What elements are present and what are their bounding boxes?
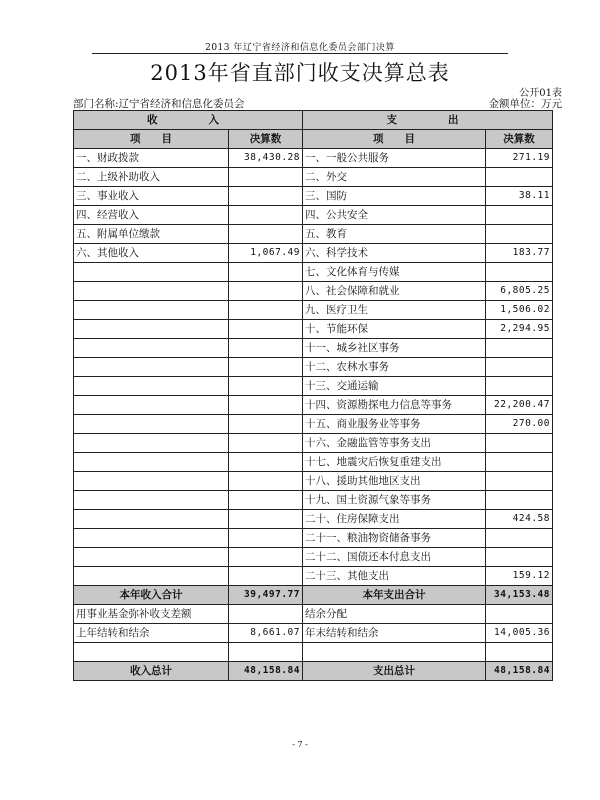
income-item-cell <box>74 282 229 301</box>
income-amount-cell <box>229 339 303 358</box>
expense-item-cell: 二十三、其他支出 <box>303 567 486 586</box>
table-row <box>74 358 553 377</box>
empty-cell <box>303 643 486 662</box>
expense-amount-cell <box>486 491 553 510</box>
table-row <box>74 548 553 567</box>
income-amount-cell <box>229 396 303 415</box>
table-row <box>74 415 553 434</box>
table-row <box>74 453 553 472</box>
table-body <box>74 111 553 681</box>
expense-item-cell: 一、一般公共服务 <box>303 149 486 168</box>
expense-amount-cell <box>486 529 553 548</box>
income-category: 收 入 <box>74 111 303 130</box>
expense-item-cell: 九、医疗卫生 <box>303 301 486 320</box>
income-item-cell: 五、附属单位缴款 <box>74 225 229 244</box>
income-item-cell: 本年收入合计 <box>74 586 229 605</box>
income-item-cell <box>74 415 229 434</box>
adjustment-row <box>74 624 553 643</box>
table-row <box>74 244 553 263</box>
expense-item-cell: 十二、农林水事务 <box>303 358 486 377</box>
table-row <box>74 187 553 206</box>
income-item-cell <box>74 377 229 396</box>
income-item-cell: 四、经营收入 <box>74 206 229 225</box>
income-item-cell <box>74 567 229 586</box>
income-amount-cell <box>229 548 303 567</box>
year-total-row <box>74 586 553 605</box>
expense-amount-cell <box>486 472 553 491</box>
expense-item-cell: 十九、国土资源气象等事务 <box>303 491 486 510</box>
header-rule <box>92 53 508 54</box>
income-amount-cell: 39,497.77 <box>229 586 303 605</box>
income-amount-cell <box>229 567 303 586</box>
income-item-cell <box>74 510 229 529</box>
income-item-cell: 六、其他收入 <box>74 244 229 263</box>
income-amount-cell <box>229 491 303 510</box>
expense-item-cell: 十三、交通运输 <box>303 377 486 396</box>
expense-amount-cell: 38.11 <box>486 187 553 206</box>
table-row <box>74 396 553 415</box>
table-row <box>74 282 553 301</box>
income-item-cell <box>74 491 229 510</box>
income-item-cell <box>74 339 229 358</box>
income-amount-cell <box>229 206 303 225</box>
income-item-cell <box>74 358 229 377</box>
expense-amount-cell <box>486 453 553 472</box>
expense-amount-cell <box>486 605 553 624</box>
income-item-cell <box>74 472 229 491</box>
table-row <box>74 301 553 320</box>
income-item-cell <box>74 453 229 472</box>
expense-amount-cell: 14,005.36 <box>486 624 553 643</box>
income-amount-cell <box>229 320 303 339</box>
expense-amount-cell: 159.12 <box>486 567 553 586</box>
expense-item-cell: 十一、城乡社区事务 <box>303 339 486 358</box>
expense-category: 支 出 <box>303 111 553 130</box>
expense-amount-cell <box>486 358 553 377</box>
income-amount-cell: 38,430.28 <box>229 149 303 168</box>
department-name: 部门名称:辽宁省经济和信息化委员会 <box>73 98 245 110</box>
income-item-cell: 一、财政拨款 <box>74 149 229 168</box>
expense-item-cell: 二十二、国债还本付息支出 <box>303 548 486 567</box>
expense-amount-cell: 183.77 <box>486 244 553 263</box>
expense-amount-cell <box>486 263 553 282</box>
empty-cell <box>74 643 229 662</box>
income-item-cell <box>74 301 229 320</box>
expense-item-cell: 二十一、粮油物资储备事务 <box>303 529 486 548</box>
income-amount-cell: 8,661.07 <box>229 624 303 643</box>
spacer-row <box>74 643 553 662</box>
expense-amount-cell: 34,153.48 <box>486 586 553 605</box>
table-row <box>74 434 553 453</box>
department-line <box>73 96 562 111</box>
expense-item-cell: 八、社会保障和就业 <box>303 282 486 301</box>
table-row <box>74 149 553 168</box>
table-row <box>74 510 553 529</box>
income-amount-cell <box>229 434 303 453</box>
income-amount-cell <box>229 472 303 491</box>
income-item-cell <box>74 529 229 548</box>
expense-item-cell: 年末结转和结余 <box>303 624 486 643</box>
expense-item-cell: 结余分配 <box>303 605 486 624</box>
expense-item-cell: 支出总计 <box>303 662 486 681</box>
expense-amount-cell: 424.58 <box>486 510 553 529</box>
expense-item-cell: 七、文化体育与传媒 <box>303 263 486 282</box>
expense-item-cell: 四、公共安全 <box>303 206 486 225</box>
expense-amount-cell: 271.19 <box>486 149 553 168</box>
income-item-cell <box>74 320 229 339</box>
income-amount-cell: 48,158.84 <box>229 662 303 681</box>
adjustment-row <box>74 605 553 624</box>
income-amount-cell <box>229 415 303 434</box>
table-row <box>74 320 553 339</box>
income-item-cell <box>74 396 229 415</box>
income-amount-cell <box>229 453 303 472</box>
table-row <box>74 491 553 510</box>
income-amount-cell <box>229 263 303 282</box>
table-row <box>74 339 553 358</box>
income-item-cell <box>74 434 229 453</box>
empty-cell <box>486 643 553 662</box>
income-item-cell: 二、上级补助收入 <box>74 168 229 187</box>
expense-amount-cell <box>486 434 553 453</box>
expense-item-cell: 十八、援助其他地区支出 <box>303 472 486 491</box>
expense-item-cell: 十、节能环保 <box>303 320 486 339</box>
income-item-cell <box>74 263 229 282</box>
expense-item-cell: 十四、资源勘探电力信息等事务 <box>303 396 486 415</box>
expense-item-cell: 十六、金融监管等事务支出 <box>303 434 486 453</box>
income-item-cell: 三、事业收入 <box>74 187 229 206</box>
expense-amount-cell <box>486 339 553 358</box>
income-amount-cell <box>229 187 303 206</box>
income-item-header: 项 目 <box>74 130 229 149</box>
expense-amount-cell: 2,294.95 <box>486 320 553 339</box>
expense-amount-cell: 48,158.84 <box>486 662 553 681</box>
form-code: 公开01表 <box>519 88 562 99</box>
income-item-cell <box>74 548 229 567</box>
expense-item-cell: 六、科学技术 <box>303 244 486 263</box>
column-header-row <box>74 130 553 149</box>
table-row <box>74 377 553 396</box>
income-amount-cell <box>229 168 303 187</box>
income-amount-cell <box>229 510 303 529</box>
expense-amount-cell <box>486 225 553 244</box>
expense-item-cell: 十七、地震灾后恢复重建支出 <box>303 453 486 472</box>
expense-amount-cell <box>486 168 553 187</box>
category-header-row <box>74 111 553 130</box>
expense-amount-cell: 1,506.02 <box>486 301 553 320</box>
running-header: 2013 年辽宁省经济和信息化委员会部门决算 <box>205 43 395 53</box>
expense-item-cell: 二、外交 <box>303 168 486 187</box>
income-amount-cell <box>229 225 303 244</box>
expense-item-cell: 十五、商业服务业等事务 <box>303 415 486 434</box>
expense-amount-cell <box>486 377 553 396</box>
income-amount-cell <box>229 529 303 548</box>
unit-label: 金额单位：万元 <box>488 98 562 110</box>
table-row <box>74 567 553 586</box>
expense-item-cell: 三、国防 <box>303 187 486 206</box>
income-amount-cell <box>229 605 303 624</box>
expense-amount-cell: 22,200.47 <box>486 396 553 415</box>
document-title: 2013年省直部门收支决算总表 <box>150 61 450 85</box>
income-amount-cell <box>229 301 303 320</box>
expense-amount-cell <box>486 206 553 225</box>
income-amount-cell <box>229 358 303 377</box>
page-number: - 7 - <box>292 740 308 749</box>
expense-amount-cell <box>486 548 553 567</box>
expense-item-cell: 五、教育 <box>303 225 486 244</box>
table-row <box>74 529 553 548</box>
expense-amount-cell: 6,805.25 <box>486 282 553 301</box>
expense-item-cell: 本年支出合计 <box>303 586 486 605</box>
table-row <box>74 263 553 282</box>
income-item-cell: 收入总计 <box>74 662 229 681</box>
expense-amount-header: 决算数 <box>486 130 553 149</box>
table-row <box>74 225 553 244</box>
empty-cell <box>229 643 303 662</box>
income-amount-header: 决算数 <box>229 130 303 149</box>
income-amount-cell <box>229 377 303 396</box>
table-row <box>74 206 553 225</box>
grand-total-row <box>74 662 553 681</box>
summary-table <box>73 110 553 681</box>
expense-item-header: 项 目 <box>303 130 486 149</box>
income-amount-cell <box>229 282 303 301</box>
income-item-cell: 用事业基金弥补收支差额 <box>74 605 229 624</box>
income-item-cell: 上年结转和结余 <box>74 624 229 643</box>
table-row <box>74 472 553 491</box>
expense-item-cell: 二十、住房保障支出 <box>303 510 486 529</box>
expense-amount-cell: 270.00 <box>486 415 553 434</box>
table-row <box>74 168 553 187</box>
income-amount-cell: 1,067.49 <box>229 244 303 263</box>
